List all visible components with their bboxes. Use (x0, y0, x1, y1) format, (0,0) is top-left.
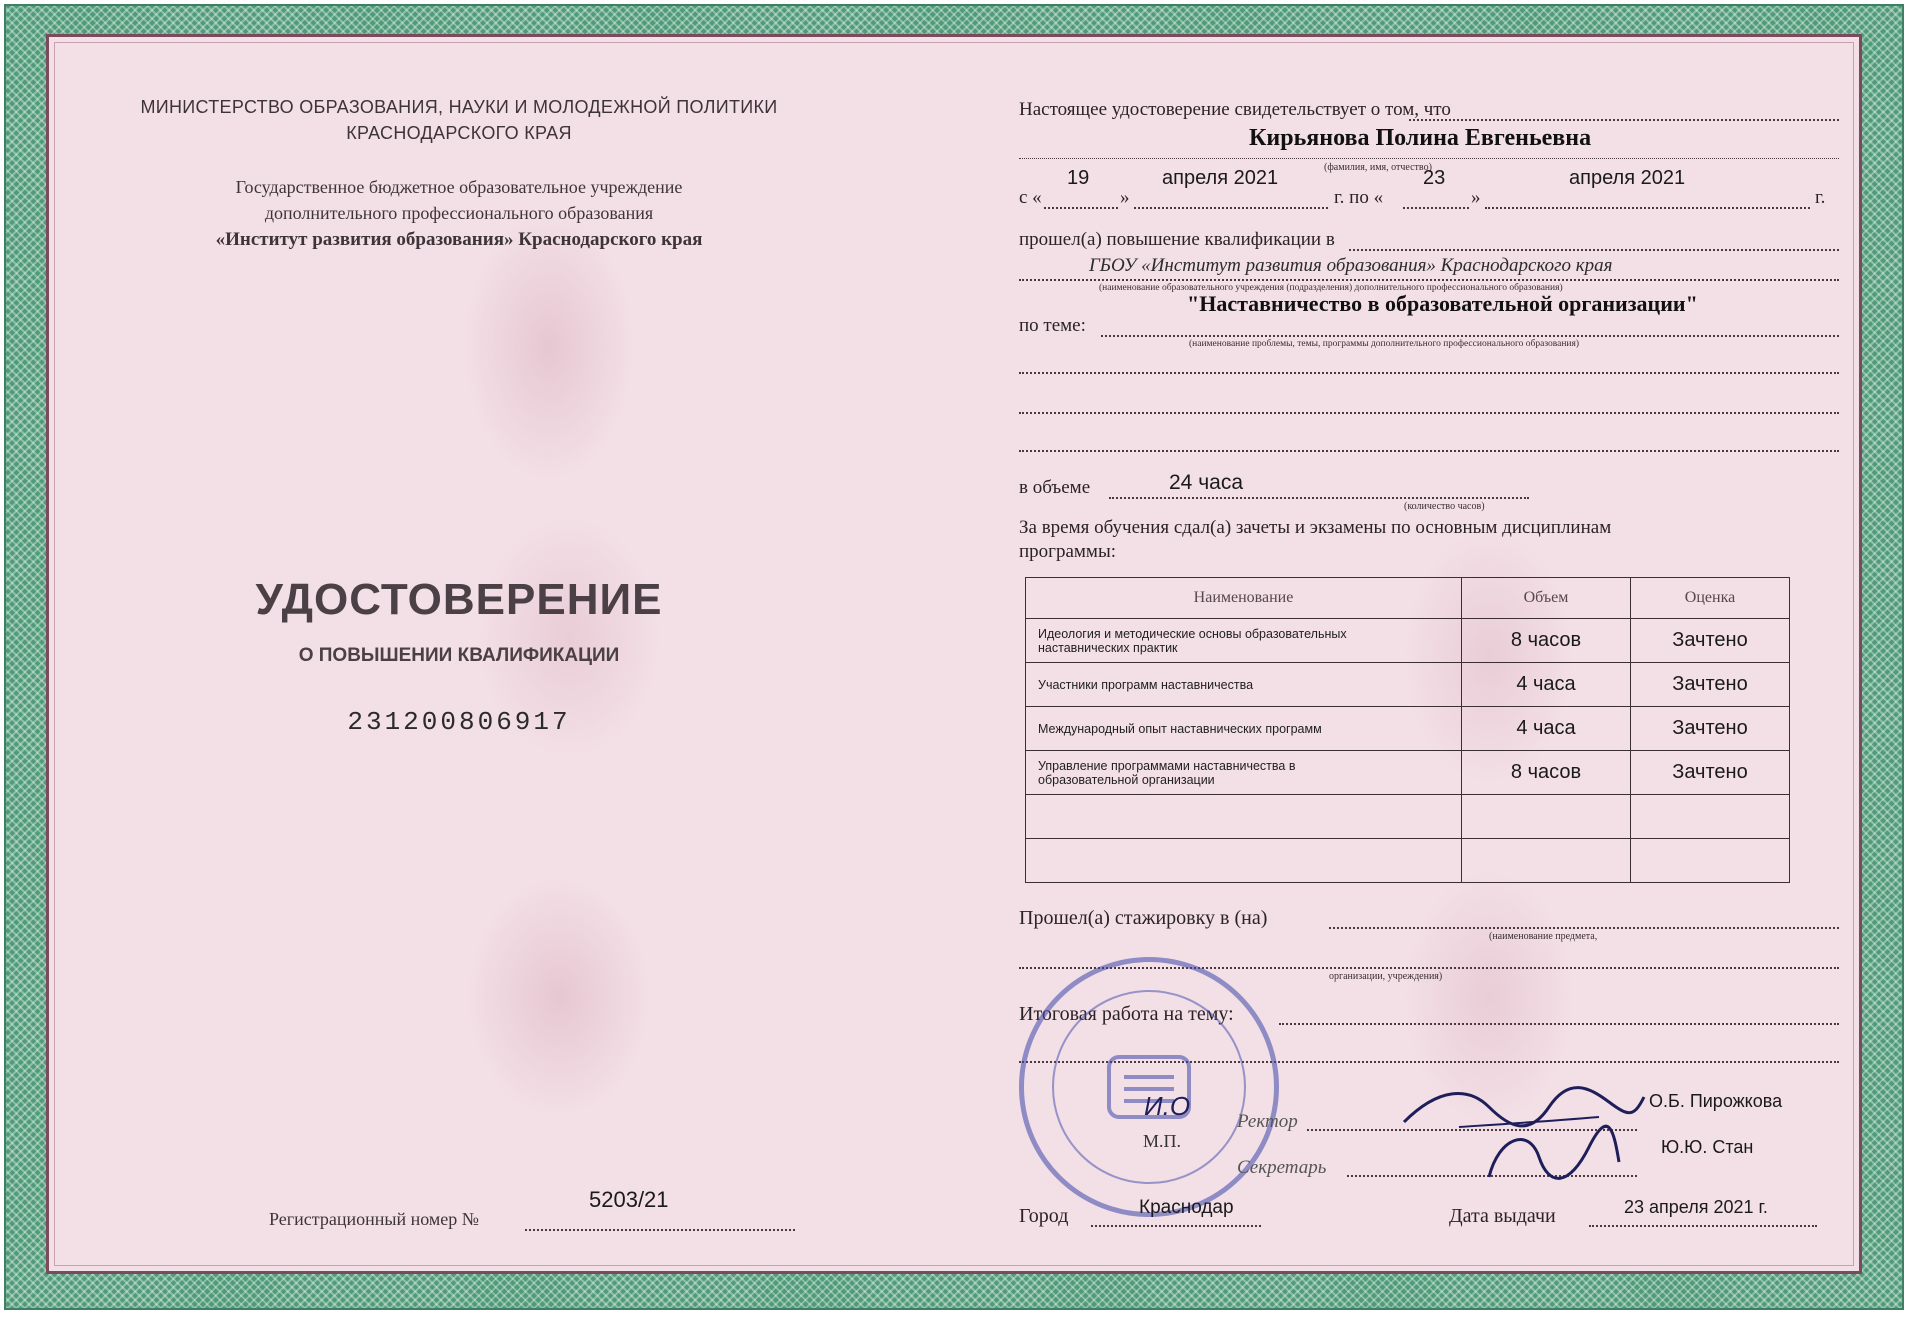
certificate-page (46, 34, 1862, 1274)
from-day-line (1044, 207, 1118, 209)
exams-line2: программы: (1019, 541, 1116, 562)
table-row (1026, 839, 1790, 883)
internship-line (1329, 927, 1839, 929)
discipline-grade: Зачтено (1631, 619, 1790, 663)
year-end: г. (1815, 187, 1826, 208)
topic-label: по теме: (1019, 315, 1086, 336)
io-mark: И.О (1144, 1091, 1191, 1121)
discipline-hours: 8 часов (1462, 751, 1631, 795)
city-value: Краснодар (1139, 1197, 1234, 1218)
discipline-hours: 8 часов (1462, 619, 1631, 663)
org-line2: дополнительного профессионального образования (264, 203, 654, 223)
from-prefix: с « (1019, 187, 1042, 208)
org-line1: Государственное бюджетное образовательное учреждение (235, 177, 683, 197)
rector-name: О.Б. Пирожкова (1649, 1091, 1783, 1111)
from-day: 19 (1067, 167, 1090, 189)
issue-date-line (1589, 1225, 1817, 1227)
volume-value: 24 часа (1169, 471, 1243, 494)
city-label: Город (1019, 1205, 1069, 1227)
discipline-name (1026, 663, 1462, 707)
intro-text: Настоящее удостоверение свидетельствует о том, что (1019, 99, 1451, 120)
topic-line-3 (1019, 412, 1839, 414)
discipline-grade (1631, 839, 1790, 883)
reg-number-label: Регистрационный номер № (269, 1209, 479, 1229)
table-row (1026, 751, 1790, 795)
from-month: апреля 2021 (1162, 167, 1279, 189)
discipline-hours: 4 часа (1462, 707, 1631, 751)
institution-name: ГБОУ «Институт развития образования» Краснодарского края (1089, 255, 1613, 276)
header-name: Наименование (1026, 578, 1462, 619)
issue-date-label: Дата выдачи (1449, 1205, 1556, 1227)
table-row (1026, 663, 1790, 707)
discipline-line2: образовательной организации (1038, 772, 1215, 787)
final-work-line (1279, 1023, 1839, 1025)
year-separator: г. по « (1334, 187, 1384, 208)
from-close: » (1120, 187, 1130, 208)
discipline-name (1026, 795, 1462, 839)
volume-label: в объеме (1019, 477, 1091, 498)
reg-number-value: 5203/21 (589, 1187, 669, 1212)
document-title: УДОСТОВЕРЕНИЕ (255, 575, 663, 624)
seal-emblem-icon (1089, 1037, 1209, 1137)
table-row (1026, 619, 1790, 663)
to-month-line (1485, 207, 1810, 209)
discipline-hours (1462, 795, 1631, 839)
discipline-grade: Зачтено (1631, 663, 1790, 707)
to-month: апреля 2021 (1569, 167, 1686, 189)
discipline-grade: Зачтено (1631, 751, 1790, 795)
discipline-grade: Зачтено (1631, 707, 1790, 751)
institution-caption: (наименование образовательного учреждения (подразделения) дополнительного профессионального образования) (1099, 283, 1563, 293)
secretary-label: Секретарь (1237, 1157, 1327, 1178)
internship-caption1: (наименование предмета, (1489, 931, 1598, 942)
topic-line (1101, 335, 1839, 337)
discipline-name (1026, 707, 1462, 751)
disciplines-table (1025, 577, 1790, 883)
discipline-line1: Управление программами наставничества в (1038, 758, 1296, 773)
discipline-name (1026, 619, 1462, 663)
org-line3: «Институт развития образования» Краснодарского края (215, 229, 703, 250)
header-volume: Объем (1462, 578, 1631, 619)
table-header-row (1026, 578, 1790, 619)
topic-line-4 (1019, 450, 1839, 452)
discipline-name (1026, 839, 1462, 883)
discipline-line1: Участники программ наставничества (1038, 677, 1254, 692)
ministry-line1: МИНИСТЕРСТВО ОБРАЗОВАНИЯ, НАУКИ И МОЛОДЕЖНОЙ ПОЛИТИКИ (140, 97, 778, 117)
final-work-label: Итоговая работа на тему: (1019, 1003, 1234, 1025)
topic-value: "Наставничество в образовательной организации" (1187, 291, 1698, 316)
topic-caption: (наименование проблемы, темы, программы дополнительного профессионального образования) (1189, 339, 1580, 349)
name-line (1019, 158, 1839, 159)
to-close: » (1471, 187, 1481, 208)
table-row (1026, 795, 1790, 839)
issue-date-value: 23 апреля 2021 г. (1624, 1197, 1768, 1217)
city-line (1091, 1225, 1261, 1227)
volume-line (1109, 497, 1529, 499)
reg-number-line (525, 1229, 795, 1231)
discipline-line1: Идеология и методические основы образовательных (1038, 626, 1347, 641)
internship-label: Прошел(а) стажировку в (на) (1019, 907, 1268, 929)
institution-line (1019, 279, 1839, 281)
secretary-signature (1479, 1117, 1629, 1197)
from-month-line (1134, 207, 1328, 209)
passed-line (1349, 249, 1839, 251)
seal-place-mark: М.П. (1143, 1131, 1182, 1151)
discipline-hours: 4 часа (1462, 663, 1631, 707)
rector-label: Ректор (1237, 1111, 1298, 1132)
passed-label: прошел(а) повышение квалификации в (1019, 229, 1335, 250)
document-subtitle: О ПОВЫШЕНИИ КВАЛИФИКАЦИИ (298, 645, 620, 666)
name-caption: (фамилия, имя, отчество) (1324, 162, 1432, 173)
internship-caption2: организации, учреждения) (1329, 971, 1443, 982)
discipline-hours (1462, 839, 1631, 883)
discipline-line2: наставнических практик (1038, 640, 1178, 655)
header-grade: Оценка (1631, 578, 1790, 619)
discipline-grade (1631, 795, 1790, 839)
holder-name: Кирьянова Полина Евгеньевна (1249, 125, 1592, 151)
exams-line1: За время обучения сдал(а) зачеты и экзамены по основным дисциплинам (1019, 517, 1612, 538)
ministry-line2: КРАСНОДАРСКОГО КРАЯ (346, 123, 572, 143)
to-day: 23 (1423, 167, 1446, 189)
topic-line-2 (1019, 372, 1839, 374)
intro-line (1409, 119, 1839, 121)
serial-number: 231200806917 (347, 707, 571, 737)
to-day-line (1403, 207, 1469, 209)
table-row (1026, 707, 1790, 751)
discipline-name (1026, 751, 1462, 795)
secretary-name: Ю.Ю. Стан (1661, 1137, 1754, 1157)
volume-caption: (количество часов) (1404, 501, 1485, 512)
discipline-line1: Международный опыт наставнических программ (1038, 721, 1322, 736)
